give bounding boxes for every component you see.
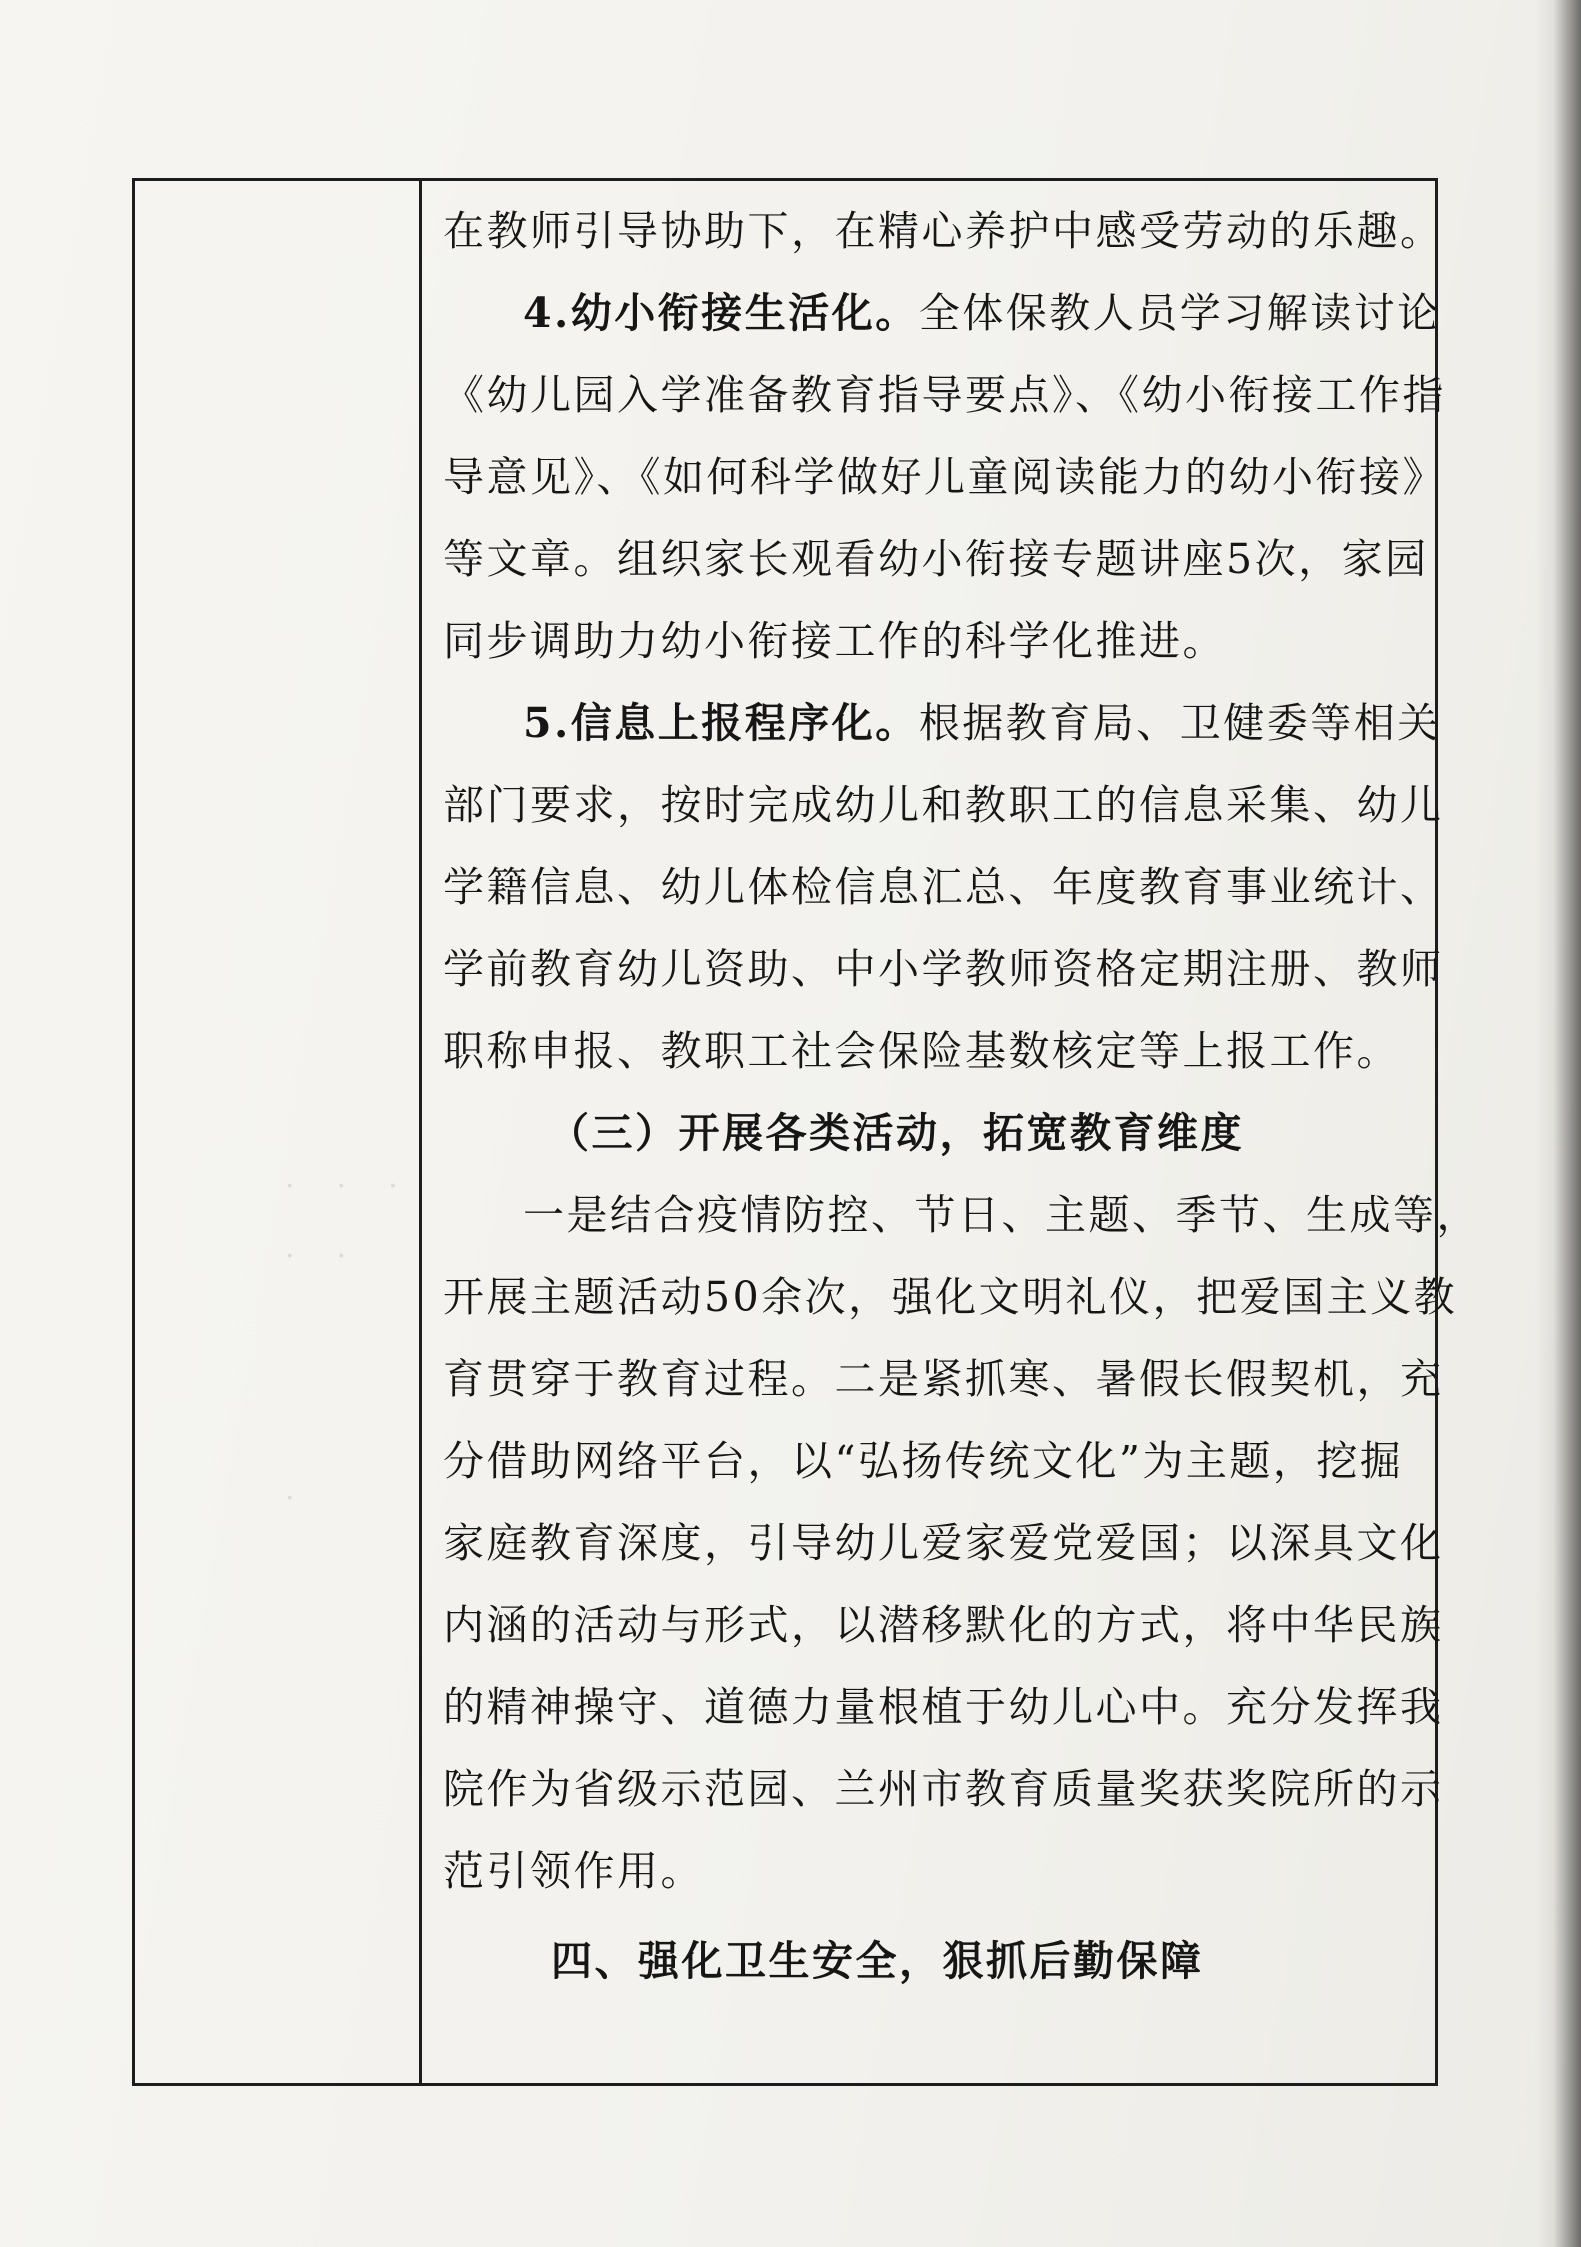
show-through-mark: ·	[285, 1481, 301, 1516]
text-line: 学前教育幼儿资助、中小学教师资格定期注册、教师	[443, 945, 1444, 993]
left-column-cell	[135, 181, 419, 2083]
text-line: 的精神操守、道德力量根植于幼儿心中。充分发挥我	[443, 1683, 1444, 1731]
item-5-text: 根据教育局、卫健委等相关	[918, 699, 1441, 747]
text-line: 开展主题活动50余次，强化文明礼仪，把爱国主义教	[443, 1273, 1458, 1321]
text-line: 范引领作用。	[443, 1847, 704, 1895]
item-4-first-line	[443, 272, 1441, 354]
text-line: 等文章。组织家长观看幼小衔接专题讲座5次，家园	[443, 535, 1429, 583]
text-line: 育贯穿于教育过程。二是紧抓寒、暑假长假契机，充	[443, 1355, 1444, 1403]
text-line: 在教师引导协助下，在精心养护中感受劳动的乐趣。	[443, 207, 1444, 255]
text-line: 内涵的活动与形式，以潜移默化的方式，将中华民族	[443, 1601, 1444, 1649]
page-shadow-edge	[1535, 0, 1581, 2247]
text-line: 部门要求，按时完成幼儿和教职工的信息采集、幼儿	[443, 781, 1444, 829]
item-4-text: 全体保教人员学习解读讨论	[918, 289, 1441, 337]
text-line: 院作为省级示范园、兰州市教育质量奖获奖院所的示	[443, 1765, 1444, 1813]
text-line: 分借助网络平台，以“弘扬传统文化”为主题，挖掘	[443, 1437, 1404, 1485]
item-4-lead: 4.幼小衔接生活化。	[523, 289, 919, 337]
subsection-3-heading: （三）开展各类活动，拓宽教育维度	[548, 1109, 1244, 1157]
text-line: 导意见》、《如何科学做好儿童阅读能力的幼小衔接》	[443, 453, 1446, 501]
text-line: 《幼儿园入学准备教育指导要点》、《幼小衔接工作指	[443, 371, 1446, 419]
column-divider	[419, 178, 422, 2086]
text-line: 同步调助力幼小衔接工作的科学化推进。	[443, 617, 1226, 665]
show-through-mark: · ·	[285, 1239, 353, 1274]
text-line: 一是结合疫情防控、节日、主题、季节、生成等，	[523, 1191, 1480, 1239]
text-line: 学籍信息、幼儿体检信息汇总、年度教育事业统计、	[443, 863, 1444, 911]
text-line: 家庭教育深度，引导幼儿爱家爱党爱国；以深具文化	[443, 1519, 1444, 1567]
text-line: 职称申报、教职工社会保险基数核定等上报工作。	[443, 1027, 1400, 1075]
item-5-first-line	[443, 682, 1441, 764]
show-through-mark: · · ·	[285, 1169, 404, 1204]
item-5-lead: 5.信息上报程序化。	[523, 699, 919, 747]
section-4-heading: 四、强化卫生安全，狠抓后勤保障	[551, 1937, 1204, 1985]
